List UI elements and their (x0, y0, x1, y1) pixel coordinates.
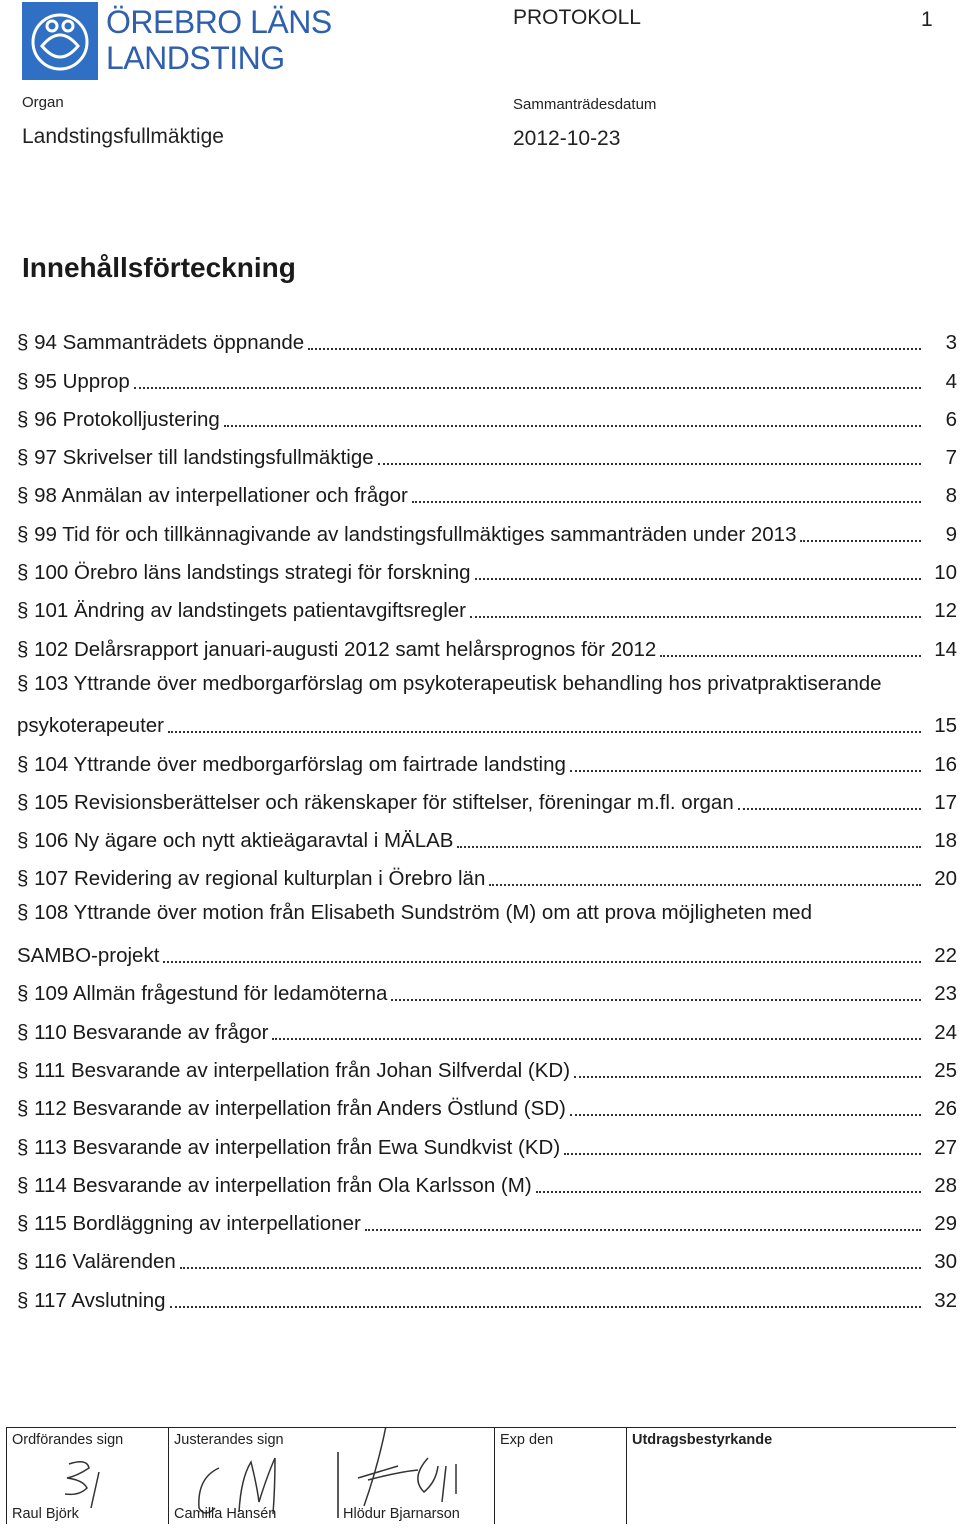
dot-leader (391, 999, 921, 1001)
dot-leader (457, 846, 921, 848)
dot-leader (574, 1076, 921, 1078)
toc-entry (17, 323, 957, 361)
toc-entry (17, 859, 957, 897)
toc-entry (17, 400, 957, 438)
toc-entry (17, 783, 957, 821)
toc-entry-title: § 94 Sammanträdets öppnande (17, 331, 305, 355)
dot-leader (570, 1114, 921, 1116)
toc-entry-title: § 116 Valärenden (17, 1250, 176, 1274)
dot-leader (308, 348, 921, 350)
toc-entry-page: 28 (934, 1173, 957, 1197)
dot-leader (412, 501, 921, 503)
document-type: PROTOKOLL (513, 6, 641, 29)
toc-entry-title: § 110 Besvarande av frågor (17, 1020, 269, 1044)
page-number: 1 (921, 8, 933, 31)
dot-leader (470, 616, 921, 618)
toc-entry-page: 9 (945, 522, 957, 546)
chair-name: Raul Björk (12, 1506, 79, 1522)
organ-value: Landstingsfullmäktige (22, 125, 224, 148)
exp-cell (494, 1428, 631, 1524)
dot-leader (564, 1153, 921, 1155)
toc-entry (17, 1204, 957, 1242)
date-label: Sammanträdesdatum (513, 96, 657, 113)
toc-entry-title: § 101 Ändring av landstingets patientavgiftsregler (17, 599, 467, 623)
org-name-line1: ÖREBRO LÄNS (106, 4, 332, 40)
toc-entry (17, 438, 957, 476)
toc-entry-title: § 105 Revisionsberättelser och räkenskaper för stiftelser, föreningar m.fl. organ (17, 790, 734, 814)
toc-entry-page: 26 (934, 1097, 957, 1121)
landsting-logo (22, 2, 98, 80)
toc-entry-page: 16 (934, 752, 957, 776)
toc-entry (17, 1051, 957, 1089)
toc-entry-title: § 99 Tid för och tillkännagivande av landstingsfullmäktiges sammanträden under 2013 (17, 522, 797, 546)
dot-leader (224, 425, 921, 427)
dot-leader (738, 808, 921, 810)
toc-entry-page: 27 (934, 1135, 957, 1159)
dot-leader (134, 387, 921, 389)
toc-entry-page: 20 (934, 867, 957, 891)
toc-entry (17, 668, 957, 745)
toc-entry-page: 32 (934, 1288, 957, 1312)
dot-leader (168, 731, 921, 733)
toc-entry-title: § 98 Anmälan av interpellationer och frågor (17, 484, 408, 508)
toc-entry (17, 629, 957, 667)
toc-entry-page: 7 (945, 446, 957, 470)
toc-entry (17, 1242, 957, 1280)
toc-entry-page: 18 (934, 829, 957, 853)
toc-entry-page: 8 (945, 484, 957, 508)
toc-entry-title: § 114 Besvarande av interpellation från Ola Karlsson (M) (17, 1173, 532, 1197)
toc-entry (17, 476, 957, 514)
toc-entry (17, 1127, 957, 1165)
toc-entry (17, 1280, 957, 1318)
date-value: 2012-10-23 (513, 127, 621, 150)
adjuster-name-2: Hlödur Bjarnarson (343, 1506, 460, 1522)
toc-entry-title-line1: § 103 Yttrande över medborgarförslag om psykoterapeutisk behandling hos privatpraktiserande (17, 671, 882, 695)
dot-leader (365, 1229, 921, 1231)
toc-entry-title: § 102 Delårsrapport januari-augusti 2012 samt helårsprognos för 2012 (17, 637, 657, 661)
dot-leader (570, 770, 921, 772)
dot-leader (475, 578, 921, 580)
toc-entry-page: 17 (934, 790, 957, 814)
dot-leader (800, 540, 921, 542)
toc-entry (17, 897, 957, 974)
extract-cell (626, 1428, 957, 1524)
chair-signature-cell (6, 1428, 169, 1524)
toc-entry (17, 1089, 957, 1127)
toc-title: Innehållsförteckning (22, 252, 296, 283)
toc-entry-title: § 117 Avslutning (17, 1288, 166, 1312)
dot-leader (536, 1191, 921, 1193)
toc-entry-page: 10 (934, 561, 957, 585)
toc-entry-page: 23 (934, 982, 957, 1006)
toc-entry (17, 1012, 957, 1050)
toc-entry-title: § 113 Besvarande av interpellation från Ewa Sundkvist (KD) (17, 1135, 561, 1159)
toc-entry-title: § 96 Protokolljustering (17, 407, 220, 431)
toc-entry-title: § 107 Revidering av regional kulturplan i Örebro län (17, 867, 486, 891)
toc-entry-page: 12 (934, 599, 957, 623)
toc-entry-title: § 106 Ny ägare och nytt aktieägaravtal i MÄLAB (17, 829, 454, 853)
extract-label: Utdragsbestyrkande (632, 1432, 773, 1448)
toc-entry-title: § 104 Yttrande över medborgarförslag om fairtrade landsting (17, 752, 566, 776)
exp-label: Exp den (500, 1432, 554, 1448)
toc-entry-page: 25 (934, 1058, 957, 1082)
toc-entry-page: 6 (945, 407, 957, 431)
toc-entry (17, 553, 957, 591)
dot-leader (378, 463, 921, 465)
dot-leader (660, 655, 921, 657)
toc-entry-page: 4 (945, 369, 957, 393)
organization-name (106, 4, 332, 76)
logo-emblem-icon (22, 2, 98, 80)
toc-entry (17, 1166, 957, 1204)
signature-table (6, 1427, 956, 1524)
chair-sign-label: Ordförandes sign (12, 1432, 124, 1448)
toc-entry-title: § 109 Allmän frågestund för ledamöterna (17, 982, 388, 1006)
toc-entry (17, 974, 957, 1012)
adjuster-name-1: Camilla Hansén (174, 1506, 277, 1522)
toc-entry (17, 591, 957, 629)
toc-entry-page: 24 (934, 1020, 957, 1044)
toc-entry-title: psykoterapeuter (17, 714, 165, 738)
toc-entry-page: 22 (934, 944, 957, 968)
toc-entry-title: § 95 Upprop (17, 369, 130, 393)
dot-leader (489, 884, 921, 886)
toc-entry-title: SAMBO-projekt (17, 944, 160, 968)
org-name-line2: LANDSTING (106, 40, 285, 76)
dot-leader (170, 1306, 921, 1308)
toc-entry (17, 821, 957, 859)
adjuster-signature-cell-2 (328, 1428, 494, 1524)
toc-entry-page: 14 (934, 637, 957, 661)
toc-entry-title: § 115 Bordläggning av interpellationer (17, 1212, 361, 1236)
toc-entry-page: 3 (945, 331, 957, 355)
toc-entry-page: 15 (934, 714, 957, 738)
organ-label: Organ (22, 94, 64, 111)
table-of-contents (17, 323, 957, 1319)
toc-entry-title-line1: § 108 Yttrande över motion från Elisabeth Sundström (M) om att prova möjligheten med (17, 901, 812, 925)
toc-entry-title: § 97 Skrivelser till landstingsfullmäktige (17, 446, 374, 470)
dot-leader (272, 1038, 921, 1040)
toc-entry-title: § 111 Besvarande av interpellation från Johan Silfverdal (KD) (17, 1058, 571, 1082)
toc-entry (17, 361, 957, 399)
adjuster-signature-cell-1 (168, 1428, 329, 1524)
toc-entry-title: § 100 Örebro läns landstings strategi för forskning (17, 561, 471, 585)
toc-entry (17, 514, 957, 552)
dot-leader (163, 961, 921, 963)
toc-entry-page: 29 (934, 1212, 957, 1236)
toc-entry-page: 30 (934, 1250, 957, 1274)
adjuster-sign-label: Justerandes sign (174, 1432, 284, 1448)
toc-entry (17, 744, 957, 782)
dot-leader (180, 1267, 921, 1269)
toc-entry-title: § 112 Besvarande av interpellation från Anders Östlund (SD) (17, 1097, 566, 1121)
